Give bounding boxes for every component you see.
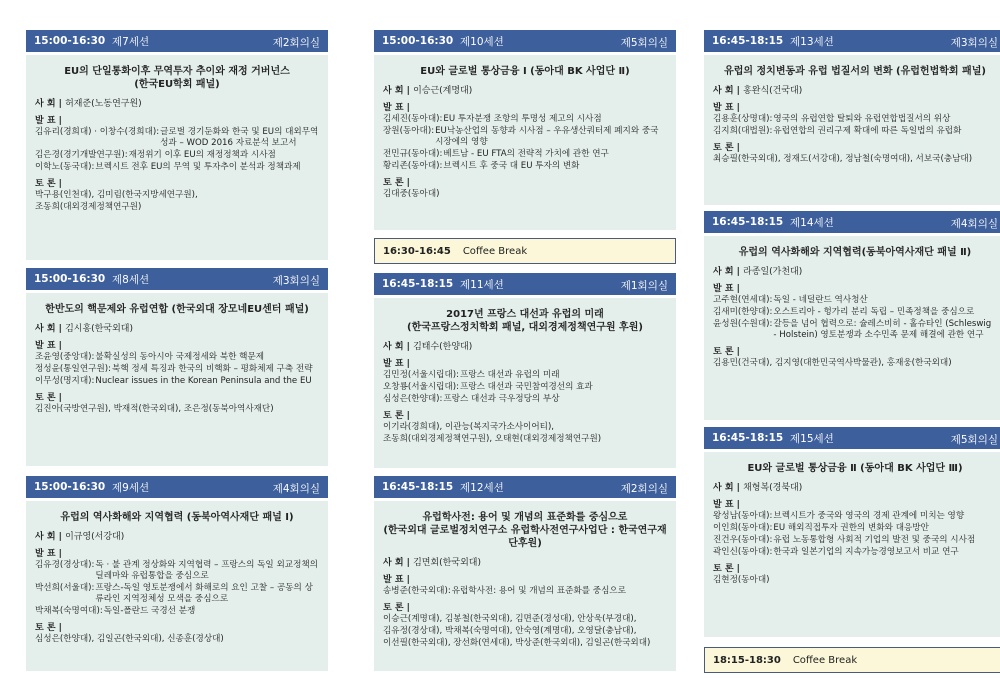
chair-row: 사 회 | 김시홍(한국외대) xyxy=(35,324,133,334)
session-body xyxy=(374,298,676,468)
chair-row: 사 회 | 채형복(경북대) xyxy=(713,483,803,493)
session-room: 제1회의실 xyxy=(620,280,668,292)
session-title: 유럽학사전: 용어 및 개념의 표준화를 중심으로 (한국외대 글로벌정치연구소 유럽학사전연구사업단 : 한국연구재단후원) xyxy=(383,512,667,549)
chair-row: 사 회 | 홍완식(건국대) xyxy=(713,86,803,96)
chair-name: 라종일(가천대) xyxy=(743,267,803,277)
session-number: 제15세션 xyxy=(790,432,834,445)
session-block xyxy=(374,273,676,468)
discussant-line: 최승필(한국외대), 정재도(서강대), 정남철(숙명여대), 서보국(충남대) xyxy=(713,154,973,164)
session-title: 유럽의 역사화해와 지역협력(동북아역사재단 패널 Ⅱ) xyxy=(738,247,972,258)
session-room: 제3회의실 xyxy=(272,275,320,287)
session-header xyxy=(374,30,676,52)
session-title: 한반도의 핵문제와 유럽연합 (한국외대 장모네EU센터 패널) xyxy=(45,304,309,315)
session-title: EU와 글로벌 통상금융 Ⅰ (동아대 BK 사업단 Ⅱ) xyxy=(420,66,630,77)
chair-row: 사 회 | 이규영(서강대) xyxy=(35,532,125,542)
discussant-label: 토 론 | xyxy=(35,393,62,403)
session-time: 16:45-18:15 xyxy=(712,35,784,47)
presentation-item: 송병준(한국외대): 유럽학사전: 용어 및 개념의 표준화를 중심으로 xyxy=(383,586,627,596)
coffee-break xyxy=(374,238,676,264)
session-room: 제3회의실 xyxy=(950,37,998,49)
chair-row: 사 회 | 김태수(한양대) xyxy=(383,342,473,352)
session-room: 제2회의실 xyxy=(620,483,668,495)
session-header xyxy=(26,476,328,498)
presentation-item: 김유경(경상대): 독 · 불 관계 정상화와 지역협력 – 프랑스의 독일 외교정책의 딜레마와 유럽통합을 중심으로 xyxy=(35,560,318,581)
session-body xyxy=(704,236,1000,420)
session-block xyxy=(374,476,676,671)
discussant-label: 토 론 | xyxy=(35,623,62,633)
session-time: 16:45-18:15 xyxy=(382,278,454,290)
presentation-item: 김세진(동아대): EU 투자분쟁 조항의 투명성 제고의 시사점 xyxy=(383,114,602,124)
presenter-label: 발 표 | xyxy=(35,549,62,559)
presentation-item: 황리존(동아대): 브렉시트 후 중국 대 EU 투자의 변화 xyxy=(383,161,580,171)
session-block xyxy=(374,30,676,230)
presentation-item: 왕성남(동아대): 브렉시트가 중국와 영국의 경제 관계에 미치는 영향 xyxy=(713,511,965,521)
session-header xyxy=(374,476,676,498)
presentation-item: 이학노(동국대): 브렉시트 전후 EU의 무역 및 투자추이 분석과 정책과제 xyxy=(35,162,301,172)
chair-name: 김태수(한양대) xyxy=(413,342,473,352)
presenter-label: 발 표 | xyxy=(383,359,410,369)
discussant-line: 김대중(동아대) xyxy=(383,189,440,199)
session-body xyxy=(26,55,328,260)
session-block xyxy=(26,476,328,671)
presenter-label: 발 표 | xyxy=(713,500,740,510)
session-header xyxy=(704,211,1000,233)
session-block xyxy=(704,30,1000,205)
chair-row: 사 회 | 허재준(노동연구원) xyxy=(35,99,142,109)
coffee-time: 18:15-18:30 xyxy=(713,654,781,666)
presenter-label: 발 표 | xyxy=(35,341,62,351)
discussant-line: 심성은(한양대), 김일곤(한국외대), 신종훈(경상대) xyxy=(35,634,224,644)
presentation-item: 윤성원(수원대): 갈등을 넘어 협력으로: 슐레스비히 - 홀슈타인 (Schleswig - Holstein) 영토분쟁과 소수민족 문제 해결에 관한 연구 xyxy=(713,319,992,340)
chair-name: 허재준(노동연구원) xyxy=(65,99,142,109)
chair-name: 김시홍(한국외대) xyxy=(65,324,133,334)
presentation-item: 박선희(서울대): 프랑스-독일 영토분쟁에서 화해로의 요인 고찰 – 공동의 상류라인 지역정체성 모색을 중심으로 xyxy=(35,583,313,604)
coffee-time: 16:30-16:45 xyxy=(383,245,451,257)
session-title: 2017년 프랑스 대선과 유럽의 미래 (한국프랑스정치학회 패널, 대외경제정책연구원 후원) xyxy=(407,309,643,333)
session-block xyxy=(26,268,328,466)
session-title: 유럽의 역사화해와 지역협력 (동북아역사재단 패널 Ⅰ) xyxy=(60,512,294,523)
session-number: 제9세션 xyxy=(112,481,150,494)
chair-name: 이승근(계명대) xyxy=(413,86,473,96)
session-body xyxy=(26,501,328,671)
chair-name: 김면회(한국외대) xyxy=(413,558,481,568)
session-body xyxy=(704,452,1000,637)
session-time: 16:45-18:15 xyxy=(712,216,784,228)
session-body xyxy=(26,293,328,466)
session-number: 제11세션 xyxy=(460,278,504,291)
session-time: 15:00-16:30 xyxy=(34,481,106,493)
session-title: EU와 글로벌 통상금융 Ⅱ (동아대 BK 사업단 Ⅲ) xyxy=(747,463,963,474)
presentation-item: 김용훈(상명대): 영국의 유럽연합 탈퇴와 유럽연합법질서의 위상 xyxy=(713,114,951,124)
chair-name: 이규영(서강대) xyxy=(65,532,125,542)
chair-row: 사 회 | 김면회(한국외대) xyxy=(383,558,481,568)
session-number: 제8세션 xyxy=(112,273,150,286)
discussant-line: 김유정(경상대), 박채복(숙명여대), 안숙영(계명대), 오영달(충남대), xyxy=(383,626,637,636)
discussant-label: 토 론 | xyxy=(713,347,740,357)
session-title: EU의 단일통화이후 무역투자 추이와 재정 거버넌스 (한국EU학회 패널) xyxy=(64,66,290,90)
presentation-item: 김새미(한양대): 오스트리아 - 헝가리 분리 독립 – 민족정책을 중심으로 xyxy=(713,307,975,317)
chair-row: 사 회 | 이승근(계명대) xyxy=(383,86,473,96)
presentation-item: 이인희(동아대): EU 해외직접투자 권한의 변화와 대응방안 xyxy=(713,523,929,533)
presentation-item: 고주현(연세대): 독일 - 네덜란드 역사청산 xyxy=(713,295,868,305)
session-number: 제13세션 xyxy=(790,35,834,48)
session-header xyxy=(704,30,1000,52)
session-block xyxy=(26,30,328,260)
session-room: 제4회의실 xyxy=(272,483,320,495)
presenter-label: 발 표 | xyxy=(713,103,740,113)
presentation-item: 김지희(대법원): 유럽연합의 권리구제 확대에 따른 독일법의 유럽화 xyxy=(713,126,962,136)
presentation-item: 조윤영(중앙대): 불확실성의 동아시아 국제정세와 북한 핵문제 xyxy=(35,352,265,362)
presentation-item: 김유리(경희대) · 이창수(경희대): 글로벌 경기둔화와 한국 및 EU의 대외무역 성과 – WOD 2016 자료분석 보고서 xyxy=(35,127,319,148)
session-time: 16:45-18:15 xyxy=(382,481,454,493)
session-body xyxy=(704,55,1000,205)
session-time: 15:00-16:30 xyxy=(34,273,106,285)
session-room: 제5회의실 xyxy=(620,37,668,49)
session-number: 제14세션 xyxy=(790,216,834,229)
presenter-label: 발 표 | xyxy=(383,575,410,585)
presentation-item: 장원(동아대): EU낙농산업의 동향과 시사점 – 우유생산쿼터제 폐지와 중국 시장에의 영향 xyxy=(383,126,659,147)
session-header xyxy=(704,427,1000,449)
session-body xyxy=(374,501,676,671)
session-time: 15:00-16:30 xyxy=(34,35,106,47)
chair-name: 채형복(경북대) xyxy=(743,483,803,493)
coffee-break xyxy=(704,647,1000,673)
session-header xyxy=(26,268,328,290)
presenter-label: 발 표 | xyxy=(713,284,740,294)
session-number: 제7세션 xyxy=(112,35,150,48)
presentation-item: 오창룡(서울시립대): 프랑스 대선과 국민참여경선의 효과 xyxy=(383,382,593,392)
chair-row: 사 회 | 라종일(가천대) xyxy=(713,267,803,277)
discussant-line: 이선필(한국외대), 장선화(연세대), 박상준(한국외대), 김일곤(한국외대) xyxy=(383,638,651,648)
discussant-line: 김현정(동아대) xyxy=(713,575,770,585)
presentation-item: 정성윤(통일연구원): 북핵 정세 특징과 한국의 비핵화 – 평화체제 구축 전략 xyxy=(35,364,313,374)
discussant-label: 토 론 | xyxy=(35,179,62,189)
session-title: 유럽의 정치변동과 유럽 법질서의 변화 (유럽헌법학회 패널) xyxy=(724,66,986,77)
session-number: 제10세션 xyxy=(460,35,504,48)
session-block xyxy=(704,427,1000,637)
presenter-label: 발 표 | xyxy=(383,103,410,113)
session-header xyxy=(26,30,328,52)
discussant-line: 이승근(계명대), 김봉철(한국외대), 김면준(경성대), 안상욱(부경대), xyxy=(383,614,637,624)
presenter-label: 발 표 | xyxy=(35,116,62,126)
presentation-item: 박채복(숙명여대): 독일-폴란드 국경선 분쟁 xyxy=(35,606,196,616)
session-number: 제12세션 xyxy=(460,481,504,494)
presentation-item: 이무성(명지대): Nuclear issues in the Korean Peninsula and the EU xyxy=(35,376,312,386)
session-room: 제5회의실 xyxy=(950,434,998,446)
presentation-item: 김은경(경기개발연구원): 재정위기 이후 EU의 재정정책과 시사점 xyxy=(35,150,276,160)
coffee-label: Coffee Break xyxy=(792,654,858,666)
session-room: 제2회의실 xyxy=(272,37,320,49)
discussant-label: 토 론 | xyxy=(383,178,410,188)
session-room: 제4회의실 xyxy=(950,218,998,230)
session-time: 15:00-16:30 xyxy=(382,35,454,47)
discussant-line: 조동희(대외경제정책연구원) xyxy=(35,202,142,212)
presentation-item: 곽인신(동아대): 한국과 일본기업의 지속가능경영보고서 비교 연구 xyxy=(713,547,959,557)
presentation-item: 김민정(서울시립대): 프랑스 대선과 유럽의 미래 xyxy=(383,370,560,380)
discussant-line: 이기라(경희대), 이관능(복지국가소사이어티), xyxy=(383,422,555,432)
session-block xyxy=(704,211,1000,420)
discussant-label: 토 론 | xyxy=(383,411,410,421)
session-header xyxy=(374,273,676,295)
discussant-label: 토 론 | xyxy=(713,564,740,574)
discussant-line: 김진아(국방연구원), 박재적(한국외대), 조은정(동북아역사재단) xyxy=(35,404,274,414)
coffee-label: Coffee Break xyxy=(462,245,528,257)
session-time: 16:45-18:15 xyxy=(712,432,784,444)
session-body xyxy=(374,55,676,230)
presentation-item: 심성은(한양대): 프랑스 대선과 극우정당의 부상 xyxy=(383,394,560,404)
discussant-line: 김용민(건국대), 김지영(대한민국역사박물관), 홍재웅(한국외대) xyxy=(713,358,952,368)
discussant-line: 박구용(인천대), 김미림(한국지방세연구원), xyxy=(35,190,198,200)
discussant-line: 조동희(대외경제정책연구원), 오태현(대외경제정책연구원) xyxy=(383,434,602,444)
presentation-item: 전민규(동아대): 베트남 - EU FTA의 전략적 가치에 관한 연구 xyxy=(383,149,609,159)
chair-name: 홍완식(건국대) xyxy=(743,86,803,96)
discussant-label: 토 론 | xyxy=(383,603,410,613)
presentation-item: 진건우(동아대): 유럽 노동통합형 사회적 기업의 발전 및 중국의 시사점 xyxy=(713,535,976,545)
discussant-label: 토 론 | xyxy=(713,143,740,153)
